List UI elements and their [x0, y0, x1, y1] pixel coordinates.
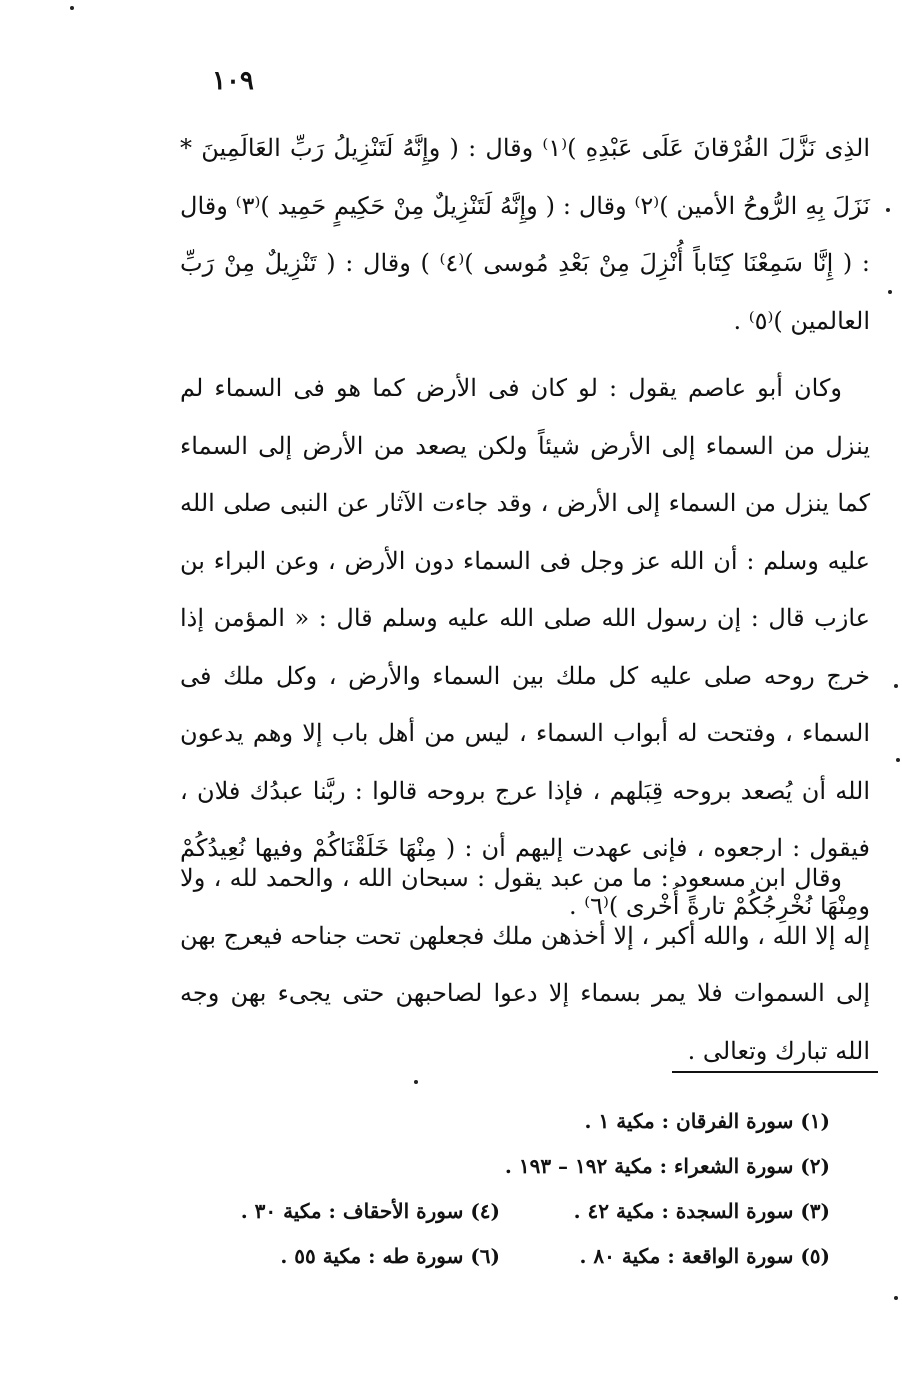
footnote: (٥) سورة الواقعة : مكية ٨٠ . [579, 1243, 830, 1268]
page-number: ١٠٩ [212, 66, 254, 96]
footnotes [190, 1098, 830, 1278]
scan-speck [70, 6, 74, 10]
footnote-divider [672, 1071, 878, 1073]
scan-speck [896, 758, 900, 762]
footnote-row [190, 1143, 830, 1188]
footnote: (٤) سورة الأحقاف : مكية ٣٠ . [240, 1198, 500, 1223]
footnote-row [190, 1233, 830, 1278]
scan-speck [888, 290, 892, 294]
footnote-row [190, 1098, 830, 1143]
footnote: (١) سورة الفرقان : مكية ١ . [584, 1108, 830, 1133]
footnote-row [190, 1188, 830, 1233]
paragraph-abu-asim [180, 360, 870, 935]
footnote: (٣) سورة السجدة : مكية ٤٢ . [573, 1198, 830, 1223]
footnote: (٦) سورة طه : مكية ٥٥ . [280, 1243, 500, 1268]
paragraph-text: وقال ابن مسعود : ما من عبد يقول : سبحان الله ، والحمد لله ، ولا إله إلا الله ، والله أكبر ، إلا أخذهن ملك فجعلهن تحت جناحه فيعرج بهن إلى السموات فلا يمر بسماء إلا دعوا لصاحبهن حتى يجىء بهن وجه الله تبارك وتعالى . [180, 864, 870, 1065]
paragraph-quran-verses [180, 120, 870, 350]
scan-speck [894, 1296, 898, 1300]
scan-speck [414, 1080, 418, 1084]
scan-speck [894, 684, 898, 688]
footnote: (٢) سورة الشعراء : مكية ١٩٢ – ١٩٣ . [504, 1153, 830, 1178]
scan-speck [886, 208, 890, 212]
paragraph-text: الذِى نَزَّلَ الفُرْقانَ عَلَى عَبْدِهِ )⁽١⁾ وقال : ( وإِنَّهُ لَتَنْزِيلُ رَبِّ العَالَمِينَ * نَزَلَ بِهِ الرُّوحُ الأمين )⁽٢⁾ وقال : ( وإِنَّهُ لَتَنْزِيلٌ مِنْ حَكِيمٍ حَمِيد )⁽٣⁾ وقال : ( إِنَّا سَمِعْنَا كِتَاباً أُنْزِلَ مِنْ بَعْدِ مُوسى )⁽٤⁾ ) وقال : ( تَنْزِيلٌ مِنْ رَبِّ العالمين )⁽٥⁾ . [180, 134, 871, 335]
paragraph-ibn-masud [180, 850, 870, 1080]
paragraph-text: وكان أبو عاصم يقول : لو كان فى الأرض كما هو فى السماء لم ينزل من السماء إلى الأرض شيئاً ولكن يصعد من الأرض إلى السماء كما ينزل من السماء إلى الأرض ، وقد جاءت الآثار عن النبى صلى الله عليه وسلم : أن الله عز وجل فى السماء دون الأرض ، وعن البراء بن عازب قال : إن رسول الله صلى الله عليه وسلم قال : « المؤمن إذا خرج روحه صلى عليه كل ملك بين السماء والأرض ، وكل ملك فى السماء ، وفتحت له أبواب السماء ، ليس من أهل باب إلا وهم يدعون الله أن يُصعد بروحه قِبَلهم ، فإذا عرج بروحه قالوا : ربَّنا عبدُك فلان ، فيقول : ارجعوه ، فإنى عهدت إليهم أن : ( مِنْهَا خَلَقْنَاكُمْ وفيها نُعِيدُكُمْ ومِنْهَا نُخْرِجُكُمْ تارةً أُخْرى )⁽٦⁾ . [180, 374, 870, 920]
